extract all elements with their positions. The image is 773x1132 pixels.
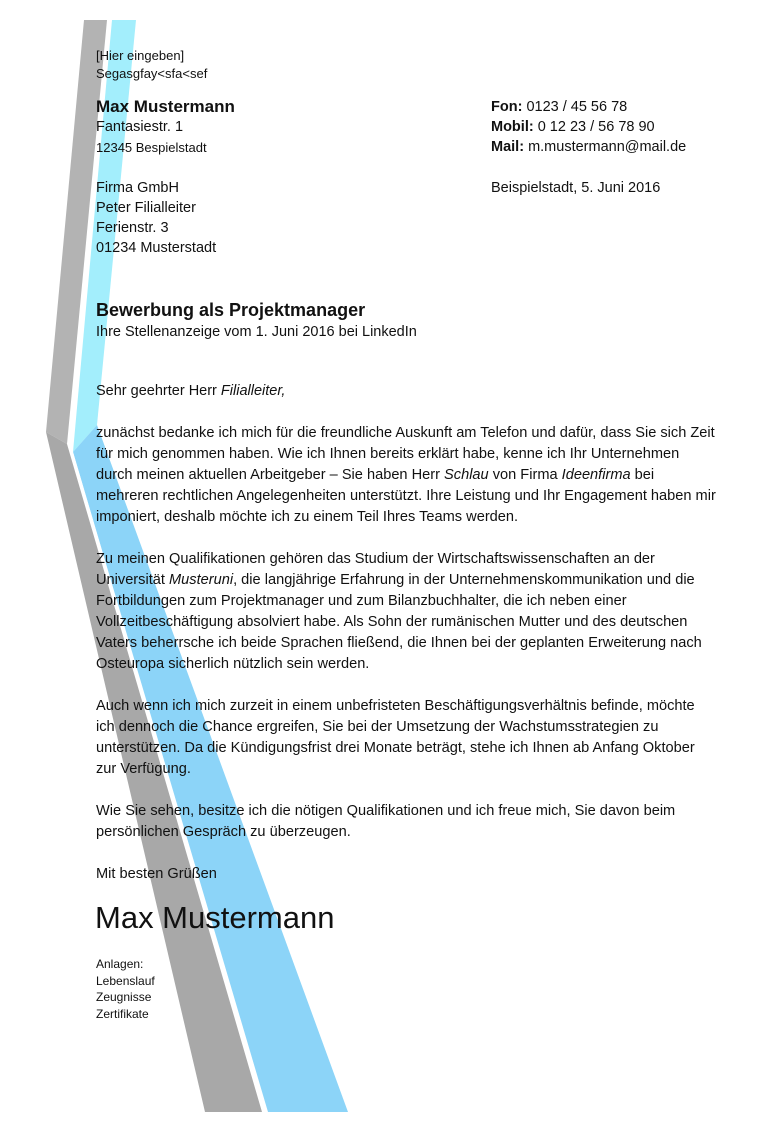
recipient-street: Ferienstr. 3 [96,220,169,236]
mobil-value: 0 12 23 / 56 78 90 [537,119,655,135]
signature: Max Mustermann [95,900,335,935]
subject-reference: Ihre Stellenanzeige vom 1. Juni 2016 bei LinkedIn [96,324,417,340]
fon-value: 0123 / 45 56 78 [526,99,628,115]
paragraph-4: Wie Sie sehen, besitze ich die nötigen Qualifikationen und ich freue mich, Sie davon beim persönlichen Gespräch zu überzeugen. [96,803,676,840]
header-placeholder[interactable]: [Hier eingeben] [96,48,185,63]
attachments [96,956,155,1022]
header-line2: Segasgfay<sfa<sef [96,66,208,81]
contact-mail [491,139,686,155]
paragraph-2: Zu meinen Qualifikationen gehören das Studium der Wirtschaftswissenschaften an der Universität Musteruni, die langjährige Erfahrung in der Unternehmenskommunikation und die Fortbildungen zum Projektmanager und zum Bilanzbuchhalter, die ich neben einer Vollzeitbeschäftigung absolviert habe. Als Sohn der rumänischen Mutter und des deutschen Vaters beherrsche ich beide Sprachen fließend, die Ihnen bei der geplanten Erweiterung nach Osteuropa sicherlich nützlich sein werden. [96,551,702,672]
recipient-city: 01234 Musterstadt [96,240,217,256]
attachments-label: Anlagen: [96,957,144,971]
paragraph-1: zunächst bedanke ich mich für die freundliche Auskunft am Telefon und dafür, dass Sie sich Zeit für mich genommen haben. Wie ich Ihnen bereits erklärt habe, kenne ich Ihr Unternehmen durch meinen aktuellen Arbeitgeber – Sie haben Herr Schlau von Firma Ideenfirma bei mehreren rechtlichen Angelegenheiten unterstützt. Ihre Leistung und Ihr Engagement haben mir imponiert, deshalb möchte ich zu einem Teil Ihres Teams werden. [96,425,716,525]
closing: Mit besten Grüßen [96,866,217,882]
mail-label: Mail: [491,139,525,155]
recipient-company: Firma GmbH [96,180,179,196]
sender-city: 12345 Bespielstadt [96,140,207,155]
fon-label: Fon: [491,99,523,115]
contact-fon [491,99,627,115]
attachment-item: Zeugnisse [96,990,152,1004]
sender-name: Max Mustermann [96,97,235,116]
recipient-person: Peter Filialleiter [96,200,196,216]
letter-date: Beispielstadt, 5. Juni 2016 [491,180,661,196]
mail-value: m.mustermann@mail.de [528,139,687,155]
paragraph-3: Auch wenn ich mich zurzeit in einem unbefristeten Beschäftigungsverhältnis befinde, möchte ich dennoch die Chance ergreifen, Sie bei der Umsetzung der Wachstumsstrategien zu unterstützen. Da die Kündigungsfrist drei Monate beträgt, stehe ich Ihnen ab Anfang Oktober zur Verfügung. [96,698,695,777]
attachment-item: Lebenslauf [96,973,155,988]
sender-street: Fantasiestr. 1 [96,119,184,135]
letter-body [96,423,716,906]
mobil-label: Mobil: [491,119,534,135]
contact-mobil [491,119,655,135]
subject-title: Bewerbung als Projektmanager [96,300,366,320]
attachment-item: Zertifikate [96,1006,149,1021]
salutation: Sehr geehrter Herr Filialleiter, [96,383,286,399]
